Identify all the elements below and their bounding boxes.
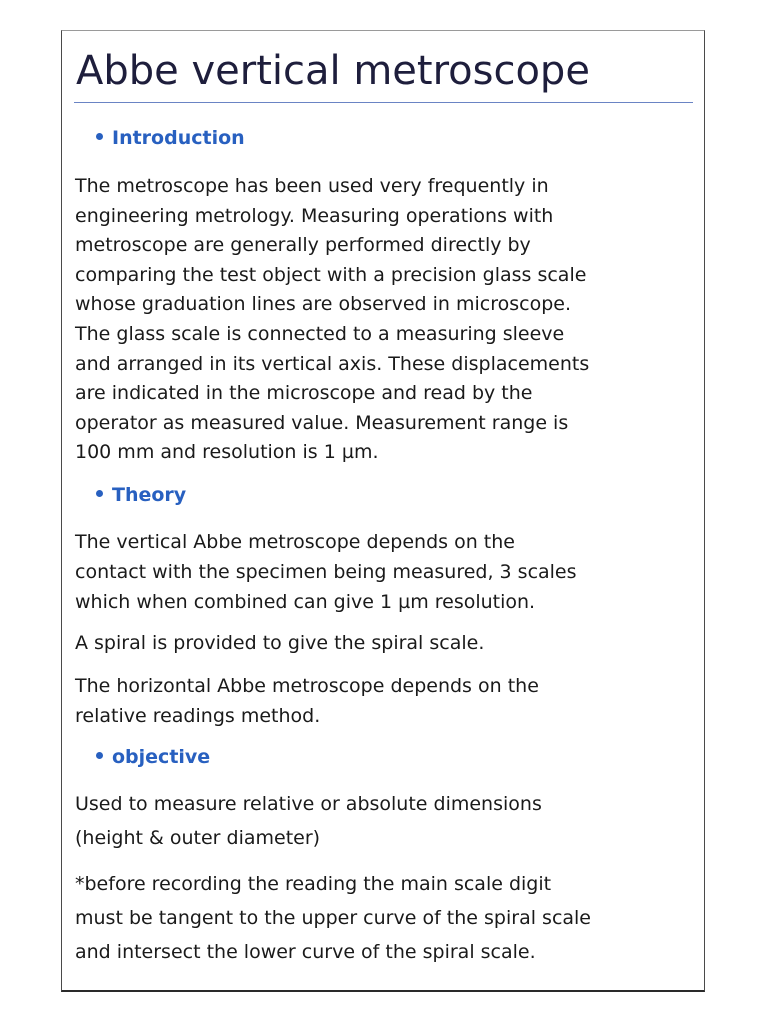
objective-paragraph-2 [75, 867, 700, 969]
text-line: The horizontal Abbe metroscope depends on the [75, 675, 539, 697]
heading-label: Theory [112, 484, 187, 506]
text-line: 100 mm and resolution is 1 µm. [75, 441, 379, 464]
text-line: engineering metrology. Measuring operations with [75, 204, 554, 227]
theory-paragraph-1 [75, 527, 700, 617]
text-line: The metroscope has been used very frequently in [75, 175, 549, 197]
text-line: and intersect the lower curve of the spiral scale. [75, 941, 536, 963]
introduction-paragraph [75, 172, 700, 468]
text-line: (height & outer diameter) [75, 827, 321, 849]
text-line: operator as measured value. Measurement range is [75, 411, 569, 434]
text-line: The vertical Abbe metroscope depends on the [75, 531, 515, 553]
page-title: Abbe vertical metroscope [76, 48, 590, 94]
text-line: metroscope are generally performed directly by [75, 234, 531, 257]
section-heading-introduction [96, 125, 245, 151]
bullet-icon [96, 752, 103, 759]
text-line: comparing the test object with a precision glass scale [75, 263, 587, 286]
text-line: relative readings method. [75, 705, 321, 727]
text-line: A spiral is provided to give the spiral scale. [75, 632, 485, 654]
text-line: The glass scale is connected to a measuring sleeve [75, 322, 565, 345]
objective-paragraph-1 [75, 787, 700, 855]
section-heading-objective [96, 744, 210, 770]
heading-label: Introduction [112, 127, 245, 149]
text-line: whose graduation lines are observed in microscope. [75, 293, 572, 316]
text-line: Used to measure relative or absolute dimensions [75, 793, 542, 815]
title-underline [74, 102, 693, 103]
theory-paragraph-3 [75, 671, 700, 731]
bullet-icon [96, 490, 103, 497]
heading-label: objective [112, 746, 211, 768]
section-heading-theory [96, 482, 186, 508]
theory-paragraph-2 [75, 628, 700, 658]
text-line: which when combined can give 1 µm resolution. [75, 591, 536, 613]
text-line: contact with the specimen being measured, 3 scales [75, 561, 577, 583]
text-line: *before recording the reading the main scale digit [75, 873, 552, 895]
document-page [61, 30, 705, 992]
text-line: must be tangent to the upper curve of the spiral scale [75, 907, 591, 929]
text-line: and arranged in its vertical axis. These displacements [75, 352, 590, 375]
bullet-icon [96, 133, 103, 140]
text-line: are indicated in the microscope and read by the [75, 382, 533, 405]
